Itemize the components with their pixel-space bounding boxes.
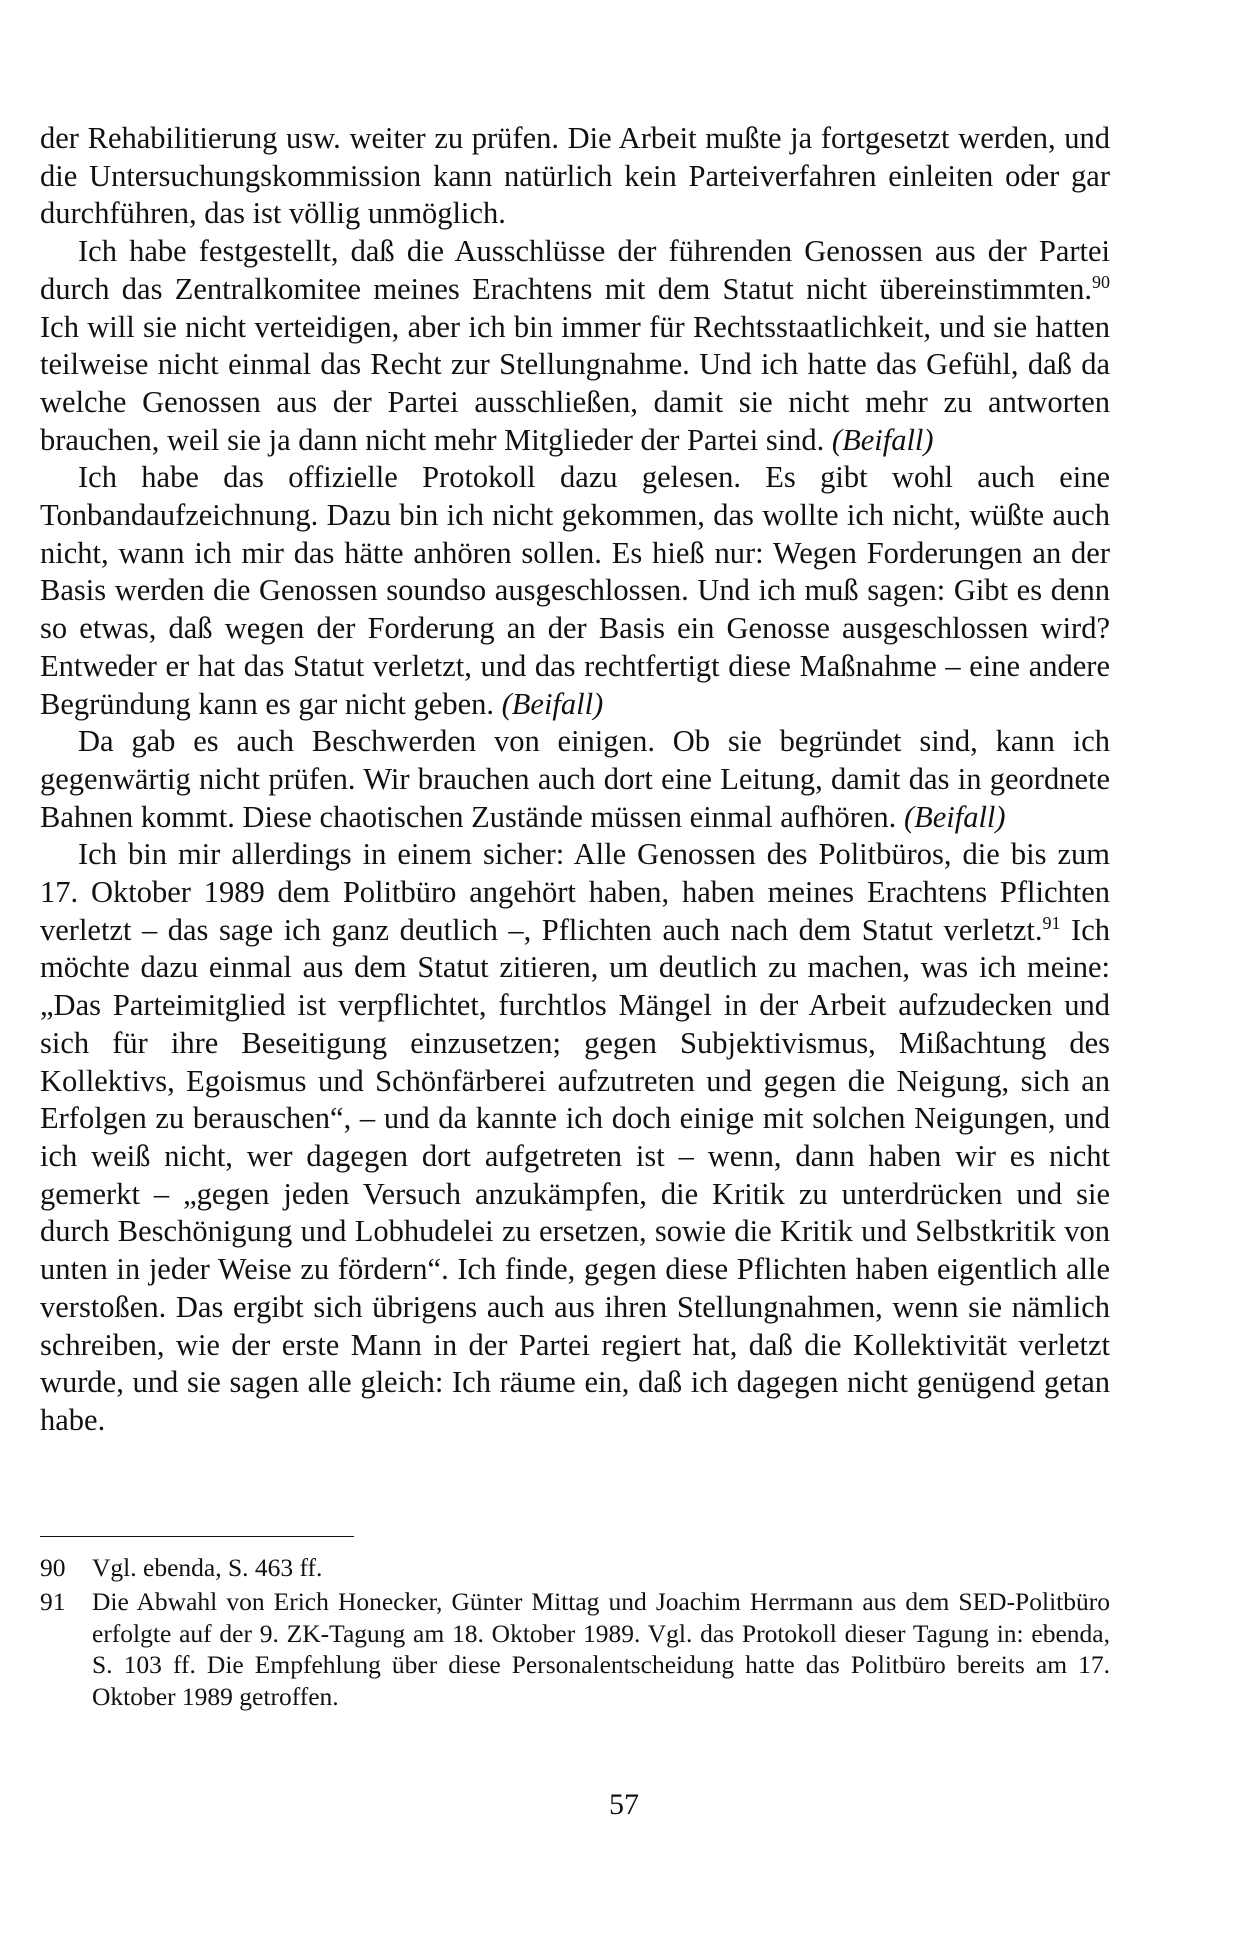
footnote [40,1552,1110,1584]
footnotes [40,1552,1110,1715]
paragraph-text: Ich bin mir allerdings in einem sicher: Alle Genossen des Politbüros, die bis zum 17. Oktober 1989 dem Politbüro angehört haben, haben meines Erachtens Pflichten verletzt – das sage ich ganz deutlich –, Pflichten auch nach dem Statut verletzt. [40,837,1110,947]
applause-note: (Beifall) [501,686,604,721]
footnote-number: 91 [40,1586,66,1616]
footnote-reference[interactable]: 91 [1042,912,1061,933]
paragraph-text: Ich will sie nicht verteidigen, aber ich bin immer für Rechtsstaatlichkeit, und sie hatten teilweise nicht einmal das Recht zur Stellungnahme. Und ich hatte das Gefühl, daß da welche Genossen aus der Partei ausschließen, damit sie nicht mehr zu antworten brauchen, weil sie ja dann nicht mehr Mitglieder der Partei sind. [40,309,1110,457]
paragraph-text: Ich habe festgestellt, daß die Ausschlüsse der führenden Genossen aus der Partei durch das Zentralkomitee meines Erachtens mit dem Statut nicht übereinstimmten. [40,234,1110,306]
footnote [40,1586,1110,1713]
paragraph [40,723,1110,836]
paragraph [40,233,1110,459]
paragraph-text: Ich habe das offizielle Protokoll dazu gelesen. Es gibt wohl auch eine Tonbandaufzeichnung. Dazu bin ich nicht gekommen, das wollte ich nicht, wüßte auch nicht, wann ich mir das hätte anhören sollen. Es hieß nur: Wegen Forderungen an der Basis werden die Genossen soundso ausgeschlossen. Und ich muß sagen: Gibt es denn so etwas, daß wegen der Forderung an der Basis ein Genosse ausgeschlossen wird? Entweder er hat das Statut verletzt, und das rechtfertigt diese Maßnahme – eine andere Begründung kann es gar nicht geben. [40,460,1110,721]
paragraph [40,120,1110,233]
page-number: 57 [609,1788,639,1821]
paragraph-text: der Rehabilitierung usw. weiter zu prüfen. Die Arbeit mußte ja fortgesetzt werden, und die Untersuchungskommission kann natürlich kein Parteiverfahren einleiten oder gar durchführen, das ist völlig unmöglich. [40,121,1110,231]
paragraph [40,836,1110,1439]
body-text [40,120,1110,1440]
footnote-number: 90 [40,1553,66,1582]
footnote-reference[interactable]: 90 [1092,271,1110,292]
applause-note: (Beifall) [903,799,1006,834]
paragraph-text: Ich möchte dazu einmal aus dem Statut zitieren, um deutlich zu machen, was ich meine: „Das Parteimitglied ist verpflichtet, furchtlos Mängel in der Arbeit aufzudecken und sich für ihre Beseitigung einzusetzen; gegen Subjektivismus, Mißachtung des Kollektivs, Egoismus und Schönfärberei aufzutreten und gegen die Neigung, sich an Erfolgen zu berauschen“, – und da kannte ich doch einige mit solchen Neigungen, und ich weiß nicht, wer dagegen dort aufgetreten ist – wenn, dann haben wir es nicht gemerkt – „gegen jeden Versuch anzukämpfen, die Kritik zu unterdrücken und sie durch Beschönigung und Lobhudelei zu ersetzen, sowie die Kritik und Selbstkritik von unten in jeder Weise zu fördern“. Ich finde, gegen diese Pflichten haben eigentlich alle verstoßen. Das ergibt sich übrigens auch aus ihren Stellungnahmen, wenn sie nämlich schreiben, wie der erste Mann in der Partei regiert hat, daß die Kollektivität verletzt wurde, und sie sagen alle gleich: Ich räume ein, daß ich dagegen nicht genügend getan habe. [40,912,1110,1437]
paragraph [40,459,1110,723]
applause-note: (Beifall) [831,422,934,457]
footnote-divider [40,1536,354,1537]
footnote-text: Vgl. ebenda, S. 463 ff. [92,1553,323,1582]
paragraph-text: Da gab es auch Beschwerden von einigen. Ob sie begründet sind, kann ich gegenwärtig nicht prüfen. Wir brauchen auch dort eine Leitung, damit das in geordnete Bahnen kommt. Diese chaotischen Zustände müssen einmal aufhören. [40,724,1110,834]
footnote-text: Die Abwahl von Erich Honecker, Günter Mittag und Joachim Herrmann aus dem SED-Politbüro erfolgte auf der 9. ZK-Tagung am 18. Oktober 1989. Vgl. das Protokoll dieser Tagung in: ebenda, S. 103 ff. Die Empfehlung über diese Personalentscheidung hatte das Politbüro bereits am 17. Oktober 1989 getroffen. [92,1586,1110,1712]
